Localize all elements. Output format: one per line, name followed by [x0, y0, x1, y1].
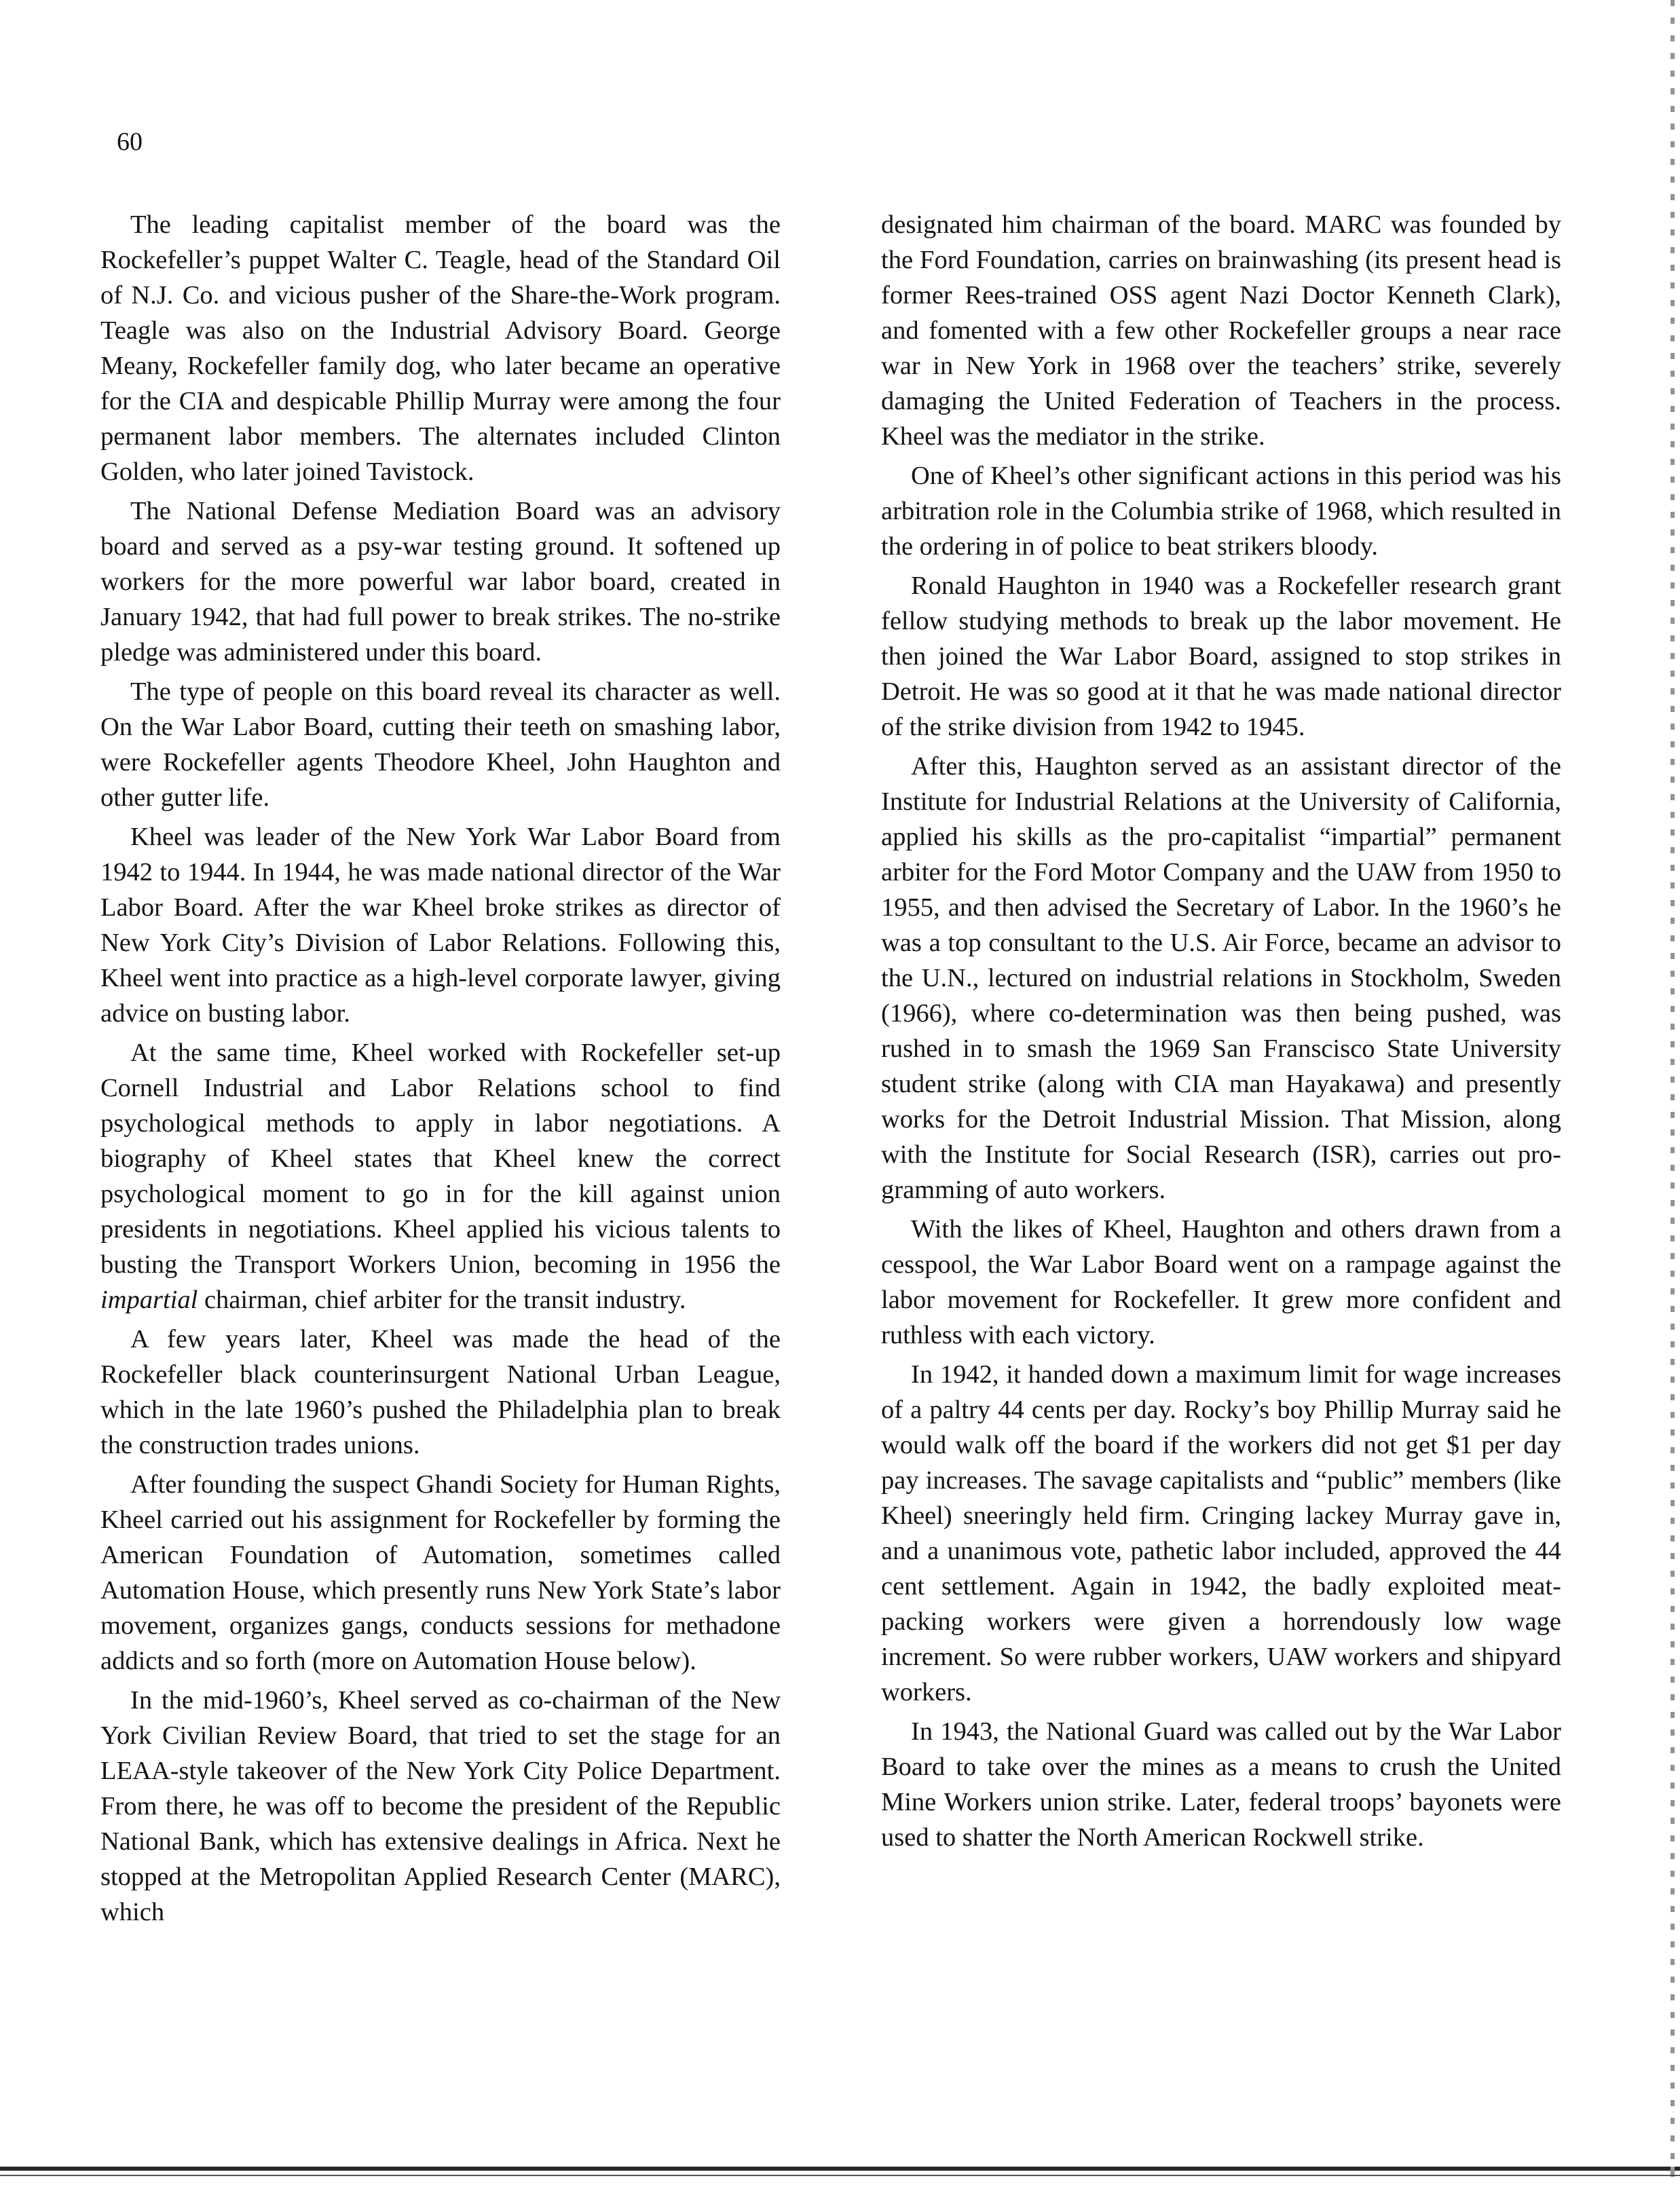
paragraph: After this, Haughton served as an assistant director of the Institute for Industrial Relations at the University of California, applied his skills as the pro-capitalist “impartial” permanent arbiter for the Ford Motor Company and the UAW from 1950 to 1955, and then advised the Secretary of Labor. In the 1960’s he was a top consultant to the U.S. Air Force, became an advisor to the U.N., lectured on industrial relations in Stockholm, Sweden (1966), where co-determination was then being pushed, was rushed in to smash the 1969 San Franscisco State University student strike (along with CIA man Hayakawa) and presently works for the Detroit Industrial Mission. That Mission, along with the Institute for Social Research (ISR), carries out pro-gramming of auto workers.: [881, 752, 1561, 1204]
italic-word: impartial: [100, 1286, 198, 1314]
paragraph: The leading capitalist member of the board was the Rockefeller’s puppet Walter C. Teagle, head of the Standard Oil of N.J. Co. and vicious pusher of the Share-the-Work program. Teagle was also on the Industrial Advisory Board. George Meany, Rockefeller family dog, who later became an operative for the CIA and despicable Phillip Murray were among the four permanent labor members. The alternates included Clinton Golden, who later joined Tavistock.: [100, 210, 781, 486]
paragraph: Ronald Haughton in 1940 was a Rockefeller research grant fellow studying methods to break up the labor movement. He then joined the War Labor Board, assigned to stop strikes in Detroit. He was so good at it that he was made national director of the strike division from 1942 to 1945.: [881, 572, 1561, 741]
paragraph: In 1943, the National Guard was called out by the War Labor Board to take over the mines as a means to crush the United Mine Workers union strike. Later, federal troops’ bayonets were used to shatter the North American Rockwell strike.: [881, 1717, 1561, 1852]
paragraph: After founding the suspect Ghandi Society for Human Rights, Kheel carried out his assignment for Rockefeller by forming the American Foundation of Automation, sometimes called Automation House, which presently runs New York State’s labor movement, organizes gangs, conducts sessions for methadone addicts and so forth (more on Automation House below).: [100, 1470, 781, 1675]
paragraph-continued: designated him chairman of the board. MARC was founded by the Ford Foundation, carries on brainwashing (its present head is former Rees-trained OSS agent Nazi Doctor Kenneth Clark), and fomented with a few other Rockefeller groups a near race war in New York in 1968 over the teachers’ strike, severely damaging the United Federation of Teachers in the process. Kheel was the mediator in the strike.: [881, 210, 1561, 451]
paragraph: The type of people on this board reveal its character as well. On the War Labor Board, cutting their teeth on smashing labor, were Rockefeller agents Theodore Kheel, John Haughton and other gutter life.: [100, 677, 781, 812]
paragraph-text: At the same time, Kheel worked with Rockefeller set-up Cornell Industrial and Labor Relations school to find psychological methods to apply in labor negotiations. A biography of Kheel states that Kheel knew the correct psychological moment to go in for the kill against union presidents in negotiations. Kheel applied his vicious talents to busting the Transport Workers Union, becoming in 1956 the: [100, 1039, 781, 1279]
paragraph: In the mid-1960’s, Kheel served as co-chairman of the New York Civilian Review Board, that tried to set the stage for an LEAA-style takeover of the New York City Police Department. From there, he was off to become the president of the Republic National Bank, which has extensive dealings in Africa. Next he stopped at the Metropolitan Applied Research Center (MARC), which: [100, 1686, 781, 1926]
paragraph: Kheel was leader of the New York War Labor Board from 1942 to 1944. In 1944, he was made national director of the War Labor Board. After the war Kheel broke strikes as director of New York City’s Division of Labor Relations. Following this, Kheel went into practice as a high-level corporate lawyer, giving advice on busting labor.: [100, 823, 781, 1028]
page-number: 60: [117, 128, 143, 156]
paragraph: With the likes of Kheel, Haughton and others drawn from a cesspool, the War Labor Board went on a rampage against the labor movement for Rockefeller. It grew more confident and ruthless with each victory.: [881, 1215, 1561, 1349]
paragraph: A few years later, Kheel was made the head of the Rockefeller black counterinsurgent National Urban League, which in the late 1960’s pushed the Philadelphia plan to break the construction trades unions.: [100, 1325, 781, 1459]
bottom-scan-border-thin: [0, 2175, 1680, 2176]
binding-edge: [1670, 0, 1675, 2187]
paragraph: In 1942, it handed down a maximum limit for wage increases of a paltry 44 cents per day. Rocky’s boy Phillip Murray said he would walk off the board if the workers did not get $1 per day pay increases. The savage capitalists and “public” members (like Kheel) sneeringly held firm. Cringing lackey Murray gave in, and a unanimous vote, pathetic labor included, approved the 44 cent settlement. Again in 1942, the badly exploited meat-packing workers were given a horrendously low wage increment. So were rubber workers, UAW workers and shipyard workers.: [881, 1360, 1561, 1706]
bottom-scan-border: [0, 2167, 1680, 2171]
right-text-column: [881, 207, 1561, 1859]
left-text-column: [100, 207, 781, 1934]
paragraph-tail: chairman, chief arbiter for the transit industry.: [198, 1286, 686, 1314]
paragraph: The National Defense Mediation Board was an advisory board and served as a psy-war testing ground. It softened up workers for the more powerful war labor board, created in January 1942, that had full power to break strikes. The no-strike pledge was administered under this board.: [100, 497, 781, 667]
paragraph: One of Kheel’s other significant actions in this period was his arbitration role in the Columbia strike of 1968, which resulted in the ordering in of police to beat strikers bloody.: [881, 462, 1561, 561]
paragraph: [100, 1035, 781, 1317]
